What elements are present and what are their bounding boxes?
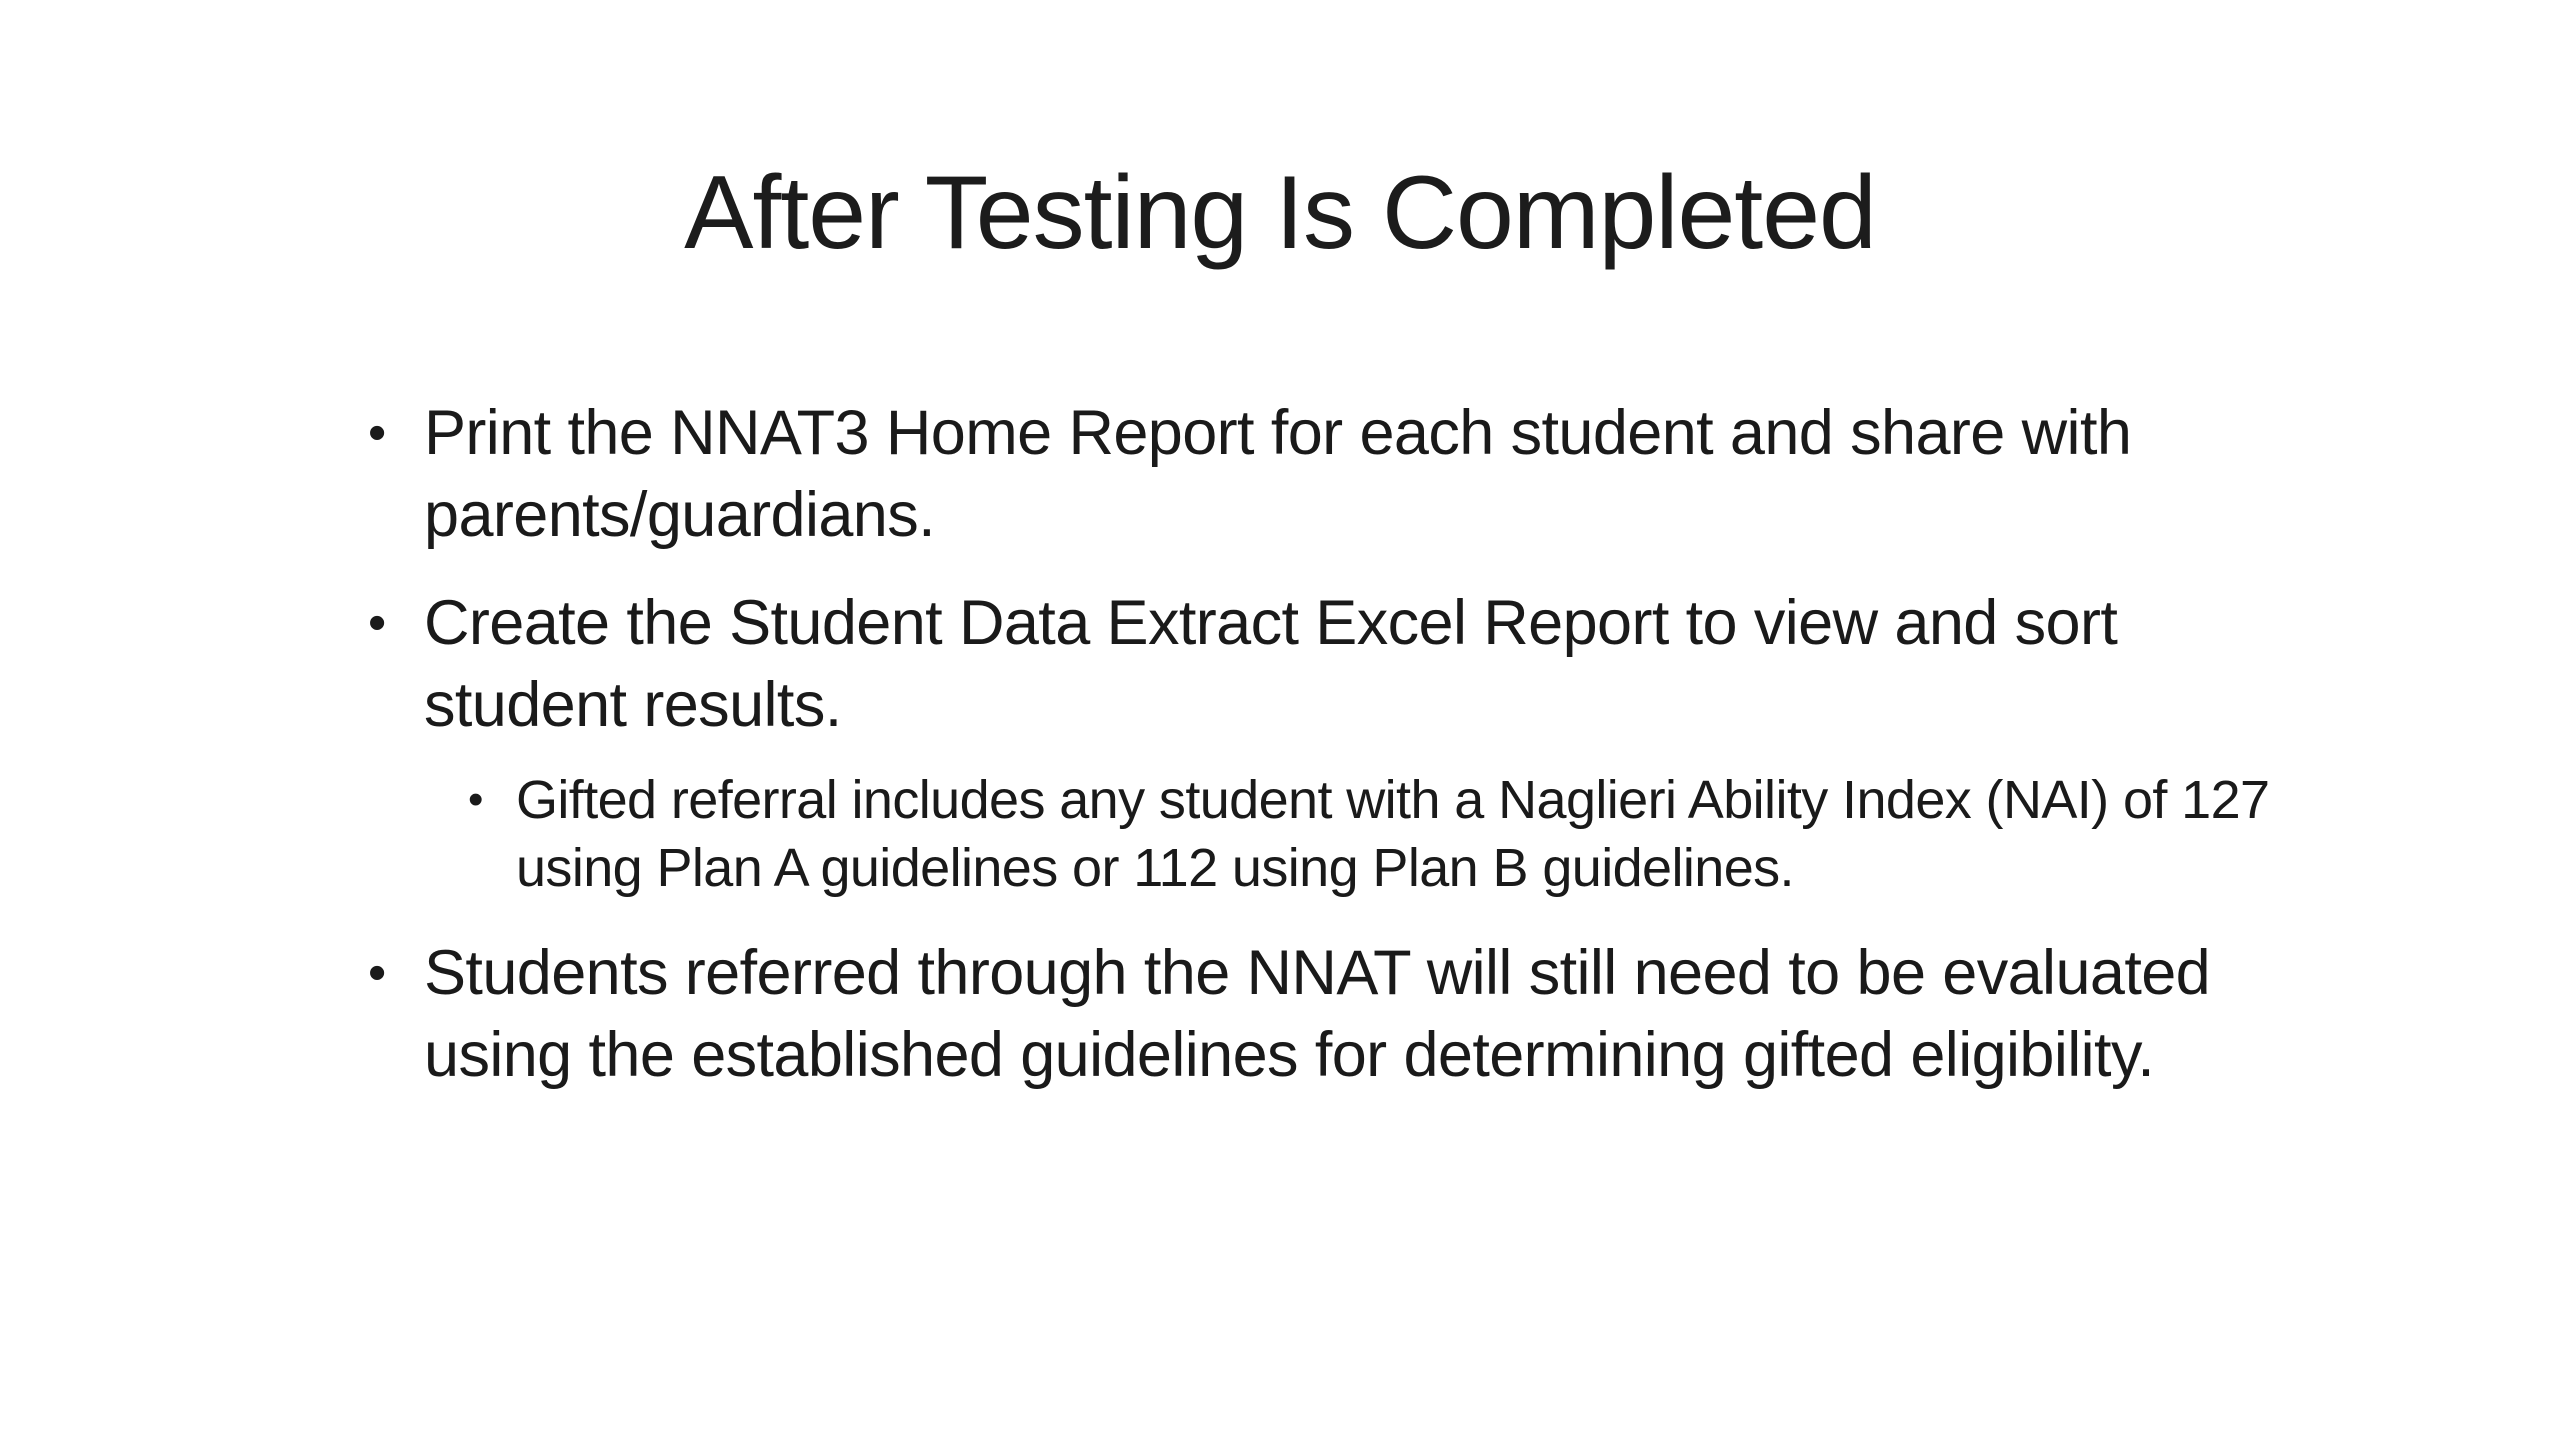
bullet-text: Students referred through the NNAT will still need to be evaluated using the established guidelines for determining gifted eligibility. (424, 938, 2211, 1090)
bullet-item-students-referred (370, 932, 2320, 1096)
bullet-text: Create the Student Data Extract Excel Report to view and sort student results. (424, 588, 2118, 740)
bullet-text: Print the NNAT3 Home Report for each student and share with parents/guardians. (424, 398, 2132, 550)
bullet-dot-icon: • (368, 404, 387, 462)
bullet-dot-icon: • (468, 775, 484, 824)
bullet-dot-icon: • (368, 594, 387, 652)
bullet-item-print-report (370, 392, 2320, 556)
sub-bullet-item-gifted-referral (468, 766, 2320, 902)
slide-title: After Testing Is Completed (684, 155, 1876, 271)
sub-bullet-text: Gifted referral includes any student with a Naglieri Ability Index (NAI) of 127 using Plan A guidelines or 112 using Plan B guidelines. (516, 770, 2270, 898)
bullet-item-create-extract (370, 582, 2320, 746)
bullet-list (370, 392, 2320, 1122)
bullet-dot-icon: • (368, 944, 387, 1002)
